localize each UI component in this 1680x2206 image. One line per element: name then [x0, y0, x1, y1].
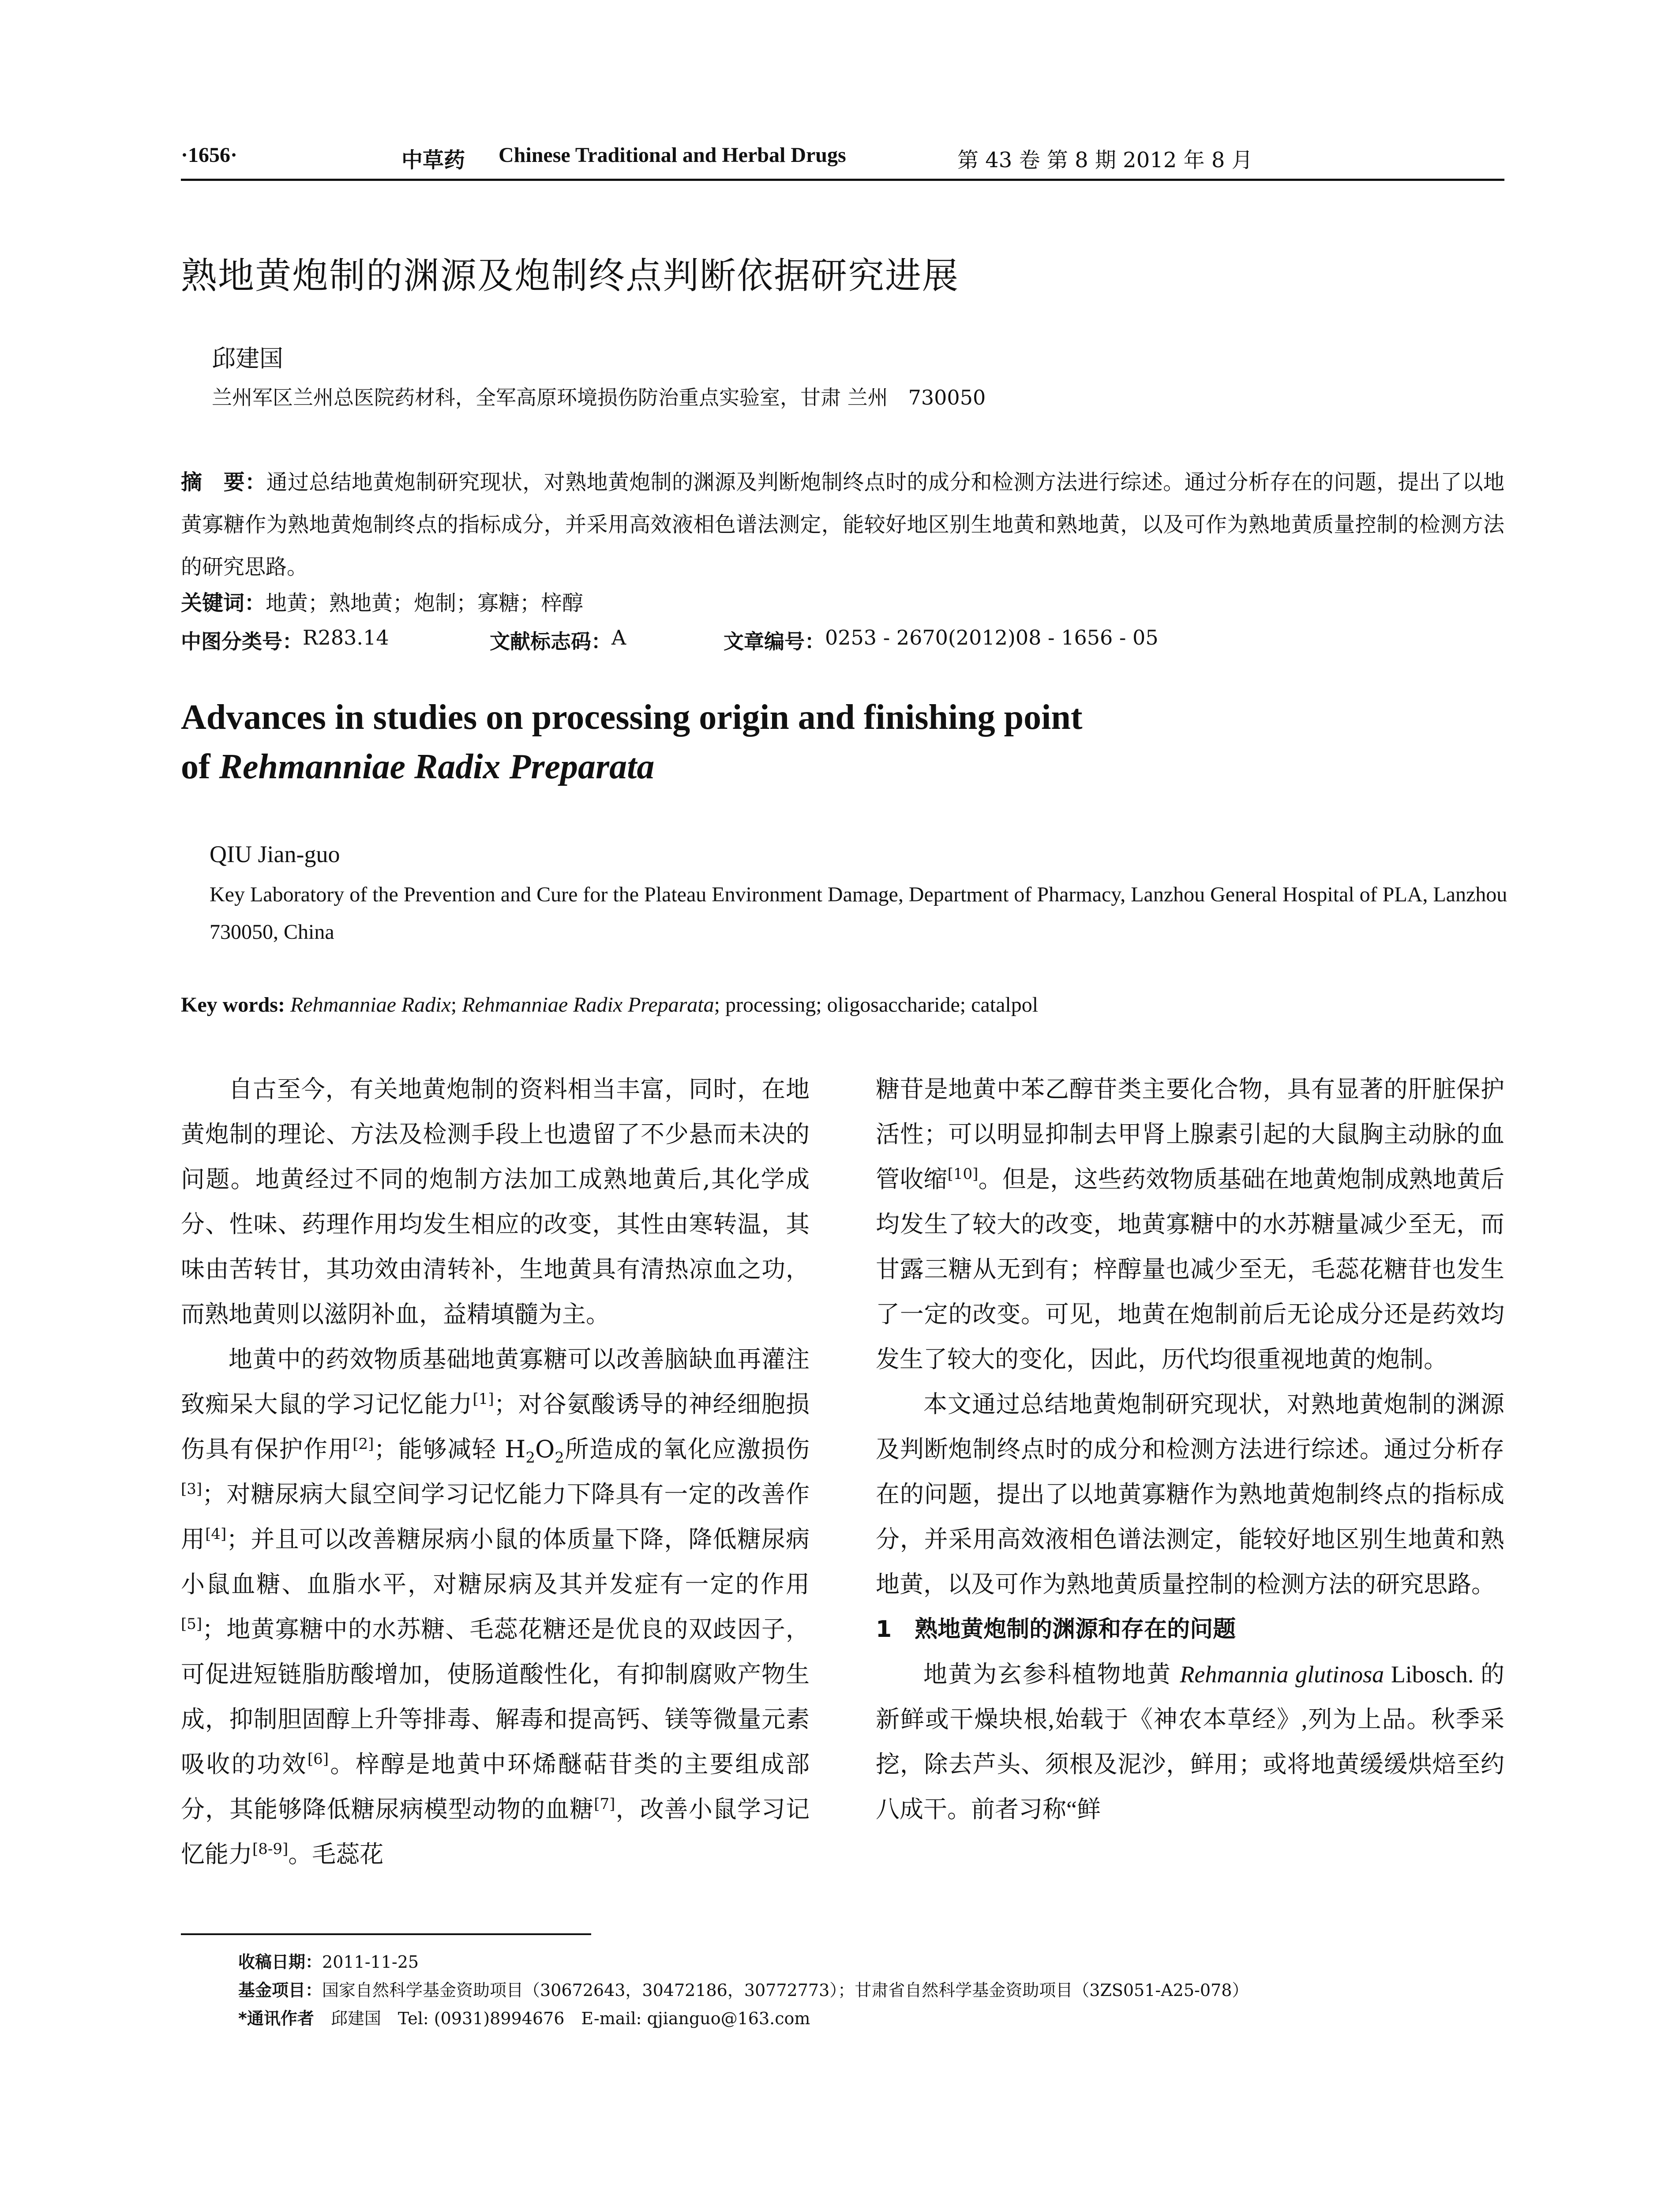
issue-info: 第 43 卷 第 8 期 2012 年 8 月 — [957, 148, 1253, 173]
citation: [2] — [352, 1435, 374, 1453]
article-number: 文章编号： 0253 - 2670(2012)08 - 1656 - 05 — [724, 626, 1159, 653]
header-rule — [181, 179, 1504, 181]
abstract-cn — [181, 461, 1504, 588]
affiliation-cn: 兰州军区兰州总医院药材科，全军高原环境损伤防治重点实验室，甘肃 兰州 730050 — [212, 386, 986, 409]
keywords-text: 地黄；熟地黄；炮制；寡糖；梓醇 — [266, 591, 584, 615]
journal-name-en: Chinese Traditional and Herbal Drugs — [499, 143, 846, 167]
abstract-text: 通过总结地黄炮制研究现状，对熟地黄炮制的渊源及判断炮制终点时的成分和检测方法进行综述。通过分析存在的问题，提出了以地黄寡糖作为熟地黄炮制终点的指标成分，并采用高效液相色谱法测定，能较好地区别生地黄和熟地黄，以及可作为熟地黄质量控制的检测方法的研究思路。 — [181, 470, 1504, 579]
citation: [10] — [947, 1165, 979, 1183]
citation: [7] — [594, 1795, 615, 1813]
body-column-left — [181, 1067, 810, 1877]
citation: [8-9] — [252, 1840, 289, 1858]
received-date: 收稿日期：2011-11-25 — [238, 1952, 419, 1972]
citation: [4] — [205, 1525, 227, 1543]
keywords-cn — [181, 586, 583, 616]
author-cn: 邱建国 — [212, 345, 283, 372]
footnotes — [238, 1948, 1518, 2033]
footnote-rule — [181, 1933, 591, 1935]
journal-name-cn: 中草药 — [401, 148, 465, 173]
abstract-label: 摘 要： — [181, 470, 266, 495]
paragraph-pharmacology: 地黄中的药效物质基础地黄寡糖可以改善脑缺血再灌注致痴呆大鼠的学习记忆能力[1]；对谷氨酸诱导的神经细胞损伤具有保护作用[2]；能够减轻 $H_2O_2$所造成的氧化应激损伤[3]；对糖尿病大鼠空间学习记忆能力下降具有一定的改善作用[4]；并且可以改善糖尿病小鼠的体质量下降，降低糖尿病小鼠血糖、血脂水平，对糖尿病及其并发症有一定的作用[5]；地黄寡糖中的水苏糖、毛蕊花糖还是优良的双歧因子，可促进短链脂肪酸增加，使肠道酸性化，有抑制腐败产物生成，抑制胆固醇上升等排毒、解毒和提高钙、镁等微量元素吸收的功效[6]。梓醇是地黄中环烯醚萜苷类的主要组成部分，其能够降低糖尿病模型动物的血糖[7]，改善小鼠学习记忆能力[8-9]。毛蕊花 — [181, 1345, 810, 1868]
page-number: ·1656· — [181, 143, 238, 167]
paragraph-origin: 地黄为玄参科植物地黄 Rehmannia glutinosa Libosch. 的新鲜或干燥块根,始载于《神农本草经》,列为上品。秋季采挖，除去芦头、须根及泥沙，鲜用；或将地黄缓缓烘焙至约八成干。前者习称“鲜 — [876, 1660, 1504, 1823]
section-heading-1: 1 熟地黄炮制的渊源和存在的问题 — [876, 1616, 1236, 1643]
clc-code: 中图分类号： R283.14 — [181, 626, 389, 653]
document-code: 文献标志码： A — [490, 626, 626, 653]
citation: [3] — [181, 1480, 202, 1498]
body-column-right — [876, 1067, 1504, 1832]
corresponding-author: *通讯作者 邱建国 Tel: (0931)8994676 E-mail: qjianguo@163.com — [238, 2009, 810, 2028]
paragraph-intro: 自古至今，有关地黄炮制的资料相当丰富，同时，在地黄炮制的理论、方法及检测手段上也遗留了不少悬而未决的问题。地黄经过不同的炮制方法加工成熟地黄后,其化学成分、性味、药理作用均发生相应的改变，其性由寒转温，其味由苦转甘，其功效由清转补，生地黄具有清热凉血之功，而熟地黄则以滋阴补血，益精填髓为主。 — [181, 1075, 810, 1328]
keywords-label: 关键词： — [181, 591, 266, 615]
paragraph-continued: 糖苷是地黄中苯乙醇苷类主要化合物，具有显著的肝脏保护活性；可以明显抑制去甲肾上腺素引起的大鼠胸主动脉的血管收缩[10]。但是，这些药效物质基础在地黄炮制成熟地黄后均发生了较大的改变，地黄寡糖中的水苏糖量减少至无，而甘露三糖从无到有；梓醇量也减少至无，毛蕊花糖苷也发生了一定的改变。可见，地黄在炮制前后无论成分还是药效均发生了较大的变化，因此，历代均很重视地黄的炮制。 — [876, 1075, 1504, 1373]
article-title-cn: 熟地黄炮制的渊源及炮制终点判断依据研究进展 — [181, 255, 960, 297]
article-title-en — [181, 693, 1504, 792]
paragraph-aim: 本文通过总结地黄炮制研究现状，对熟地黄炮制的渊源及判断炮制终点时的成分和检测方法进行综述。通过分析存在的问题，提出了以地黄寡糖作为熟地黄炮制终点的指标成分，并采用高效液相色谱法测定，能较好地区别生地黄和熟地黄，以及可作为熟地黄质量控制的检测方法的研究思路。 — [876, 1390, 1504, 1598]
author-en: QIU Jian-guo — [210, 841, 340, 867]
title-en-line2: of Rehmanniae Radix Preparata — [181, 747, 655, 786]
species-name: Rehmannia glutinosa — [1180, 1661, 1384, 1688]
citation: [1] — [472, 1390, 494, 1408]
classification-line — [181, 626, 1504, 657]
citation: [6] — [307, 1750, 329, 1768]
affiliation-en: Key Laboratory of the Prevention and Cure for the Plateau Environment Damage, Department of Pharmacy, Lanzhou General Hospital of PLA, Lanzhou 730050, China — [210, 883, 1508, 944]
citation: [5] — [181, 1615, 202, 1633]
keywords-en: Key words: Rehmanniae Radix; Rehmanniae Radix Preparata; processing; oligosaccharide; catalpol — [181, 993, 1039, 1017]
fund-info: 基金项目：国家自然科学基金资助项目（30672643，30472186，30772773）；甘肃省自然科学基金资助项目（3ZS051-A25-078） — [238, 1981, 1249, 2000]
running-header — [181, 138, 1504, 173]
title-en-line1: Advances in studies on processing origin and finishing point — [181, 698, 1083, 737]
